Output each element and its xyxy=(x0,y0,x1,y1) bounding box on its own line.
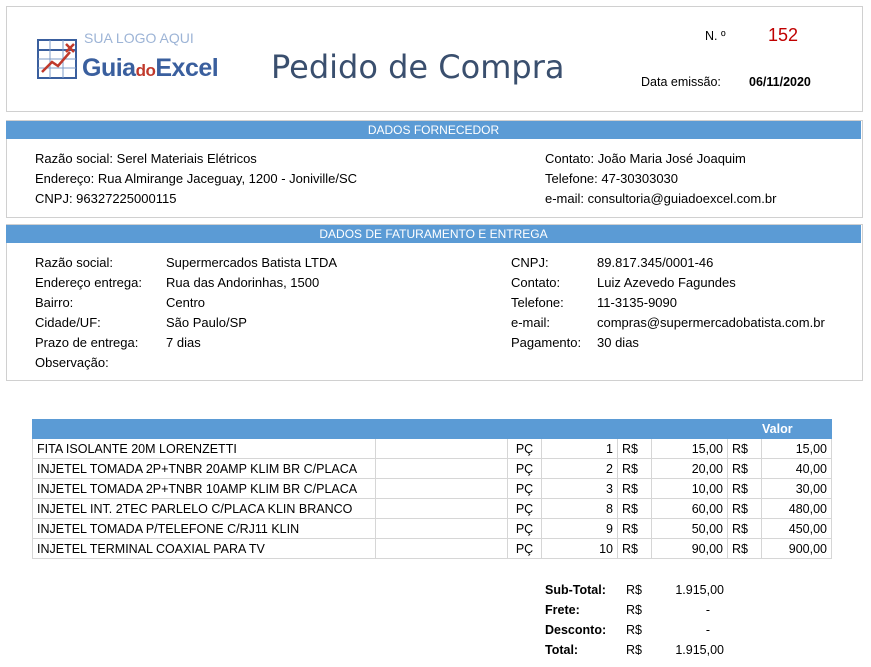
item-price: 60,00 xyxy=(652,499,728,519)
item-qty: 1 xyxy=(542,439,618,459)
logo-wordmark xyxy=(82,54,218,83)
item-total: 40,00 xyxy=(762,459,832,479)
order-number-value: 152 xyxy=(768,25,799,45)
item-currency: R$ xyxy=(728,439,762,459)
spreadsheet-logo-icon xyxy=(36,38,80,82)
billing-label: Observação: xyxy=(35,355,109,370)
page-title: Pedido de Compra xyxy=(271,48,565,86)
item-qty: 2 xyxy=(542,459,618,479)
supplier-band: DADOS FORNECEDOR xyxy=(6,121,861,139)
item-desc: INJETEL TOMADA P/TELEFONE C/RJ11 KLIN xyxy=(33,519,376,539)
billing-label: e-mail: xyxy=(511,315,551,330)
item-qty: 10 xyxy=(542,539,618,559)
items-table xyxy=(32,419,832,559)
table-row xyxy=(33,539,832,559)
item-qty: 3 xyxy=(542,479,618,499)
item-currency: R$ xyxy=(618,439,652,459)
table-row xyxy=(33,479,832,499)
item-total: 450,00 xyxy=(762,519,832,539)
billing-value: Rua das Andorinhas, 1500 xyxy=(166,275,320,290)
item-total: 480,00 xyxy=(762,499,832,519)
billing-label: Cidade/UF: xyxy=(35,315,101,330)
item-desc: FITA ISOLANTE 20M LORENZETTI xyxy=(33,439,376,459)
billing-box xyxy=(6,224,863,381)
billing-label: Telefone: xyxy=(511,295,564,310)
table-row xyxy=(33,499,832,519)
billing-label: Pagamento: xyxy=(511,335,582,350)
table-row xyxy=(33,439,832,459)
frete-value: - xyxy=(705,603,710,617)
billing-label: Prazo de entrega: xyxy=(35,335,139,350)
supplier-contato: Contato: João Maria José Joaquim xyxy=(545,151,746,166)
billing-value: 30 dias xyxy=(597,335,639,350)
item-unit: PÇ xyxy=(508,539,542,559)
issue-date-label: Data emissão: xyxy=(641,75,721,89)
item-qty: 9 xyxy=(542,519,618,539)
item-total: 900,00 xyxy=(762,539,832,559)
item-currency: R$ xyxy=(618,479,652,499)
item-currency: R$ xyxy=(728,539,762,559)
logo-word-excel: Excel xyxy=(155,54,219,82)
total-label: Total: xyxy=(545,643,579,657)
supplier-cnpj: CNPJ: 96327225000115 xyxy=(35,191,177,206)
valor-header: Valor xyxy=(762,420,832,439)
subtotal-value: 1.915,00 xyxy=(675,583,724,597)
item-price: 15,00 xyxy=(652,439,728,459)
item-price: 10,00 xyxy=(652,479,728,499)
supplier-telefone: Telefone: 47-30303030 xyxy=(545,171,679,186)
item-unit: PÇ xyxy=(508,519,542,539)
supplier-razao: Razão social: Serel Materiais Elétricos xyxy=(35,151,257,166)
desconto-currency: R$ xyxy=(626,623,642,637)
billing-label: Razão social: xyxy=(35,255,114,270)
item-currency: R$ xyxy=(728,519,762,539)
billing-label: CNPJ: xyxy=(511,255,549,270)
item-qty: 8 xyxy=(542,499,618,519)
desconto-value: - xyxy=(705,623,710,637)
item-price: 20,00 xyxy=(652,459,728,479)
table-row xyxy=(33,519,832,539)
billing-value: Supermercados Batista LTDA xyxy=(166,255,337,270)
billing-value: Centro xyxy=(166,295,206,310)
billing-value: São Paulo/SP xyxy=(166,315,247,330)
billing-band: DADOS DE FATURAMENTO E ENTREGA xyxy=(6,225,861,243)
supplier-endereco: Endereço: Rua Almirange Jaceguay, 1200 - Joniville/SC xyxy=(35,171,358,186)
item-currency: R$ xyxy=(728,479,762,499)
subtotal-label: Sub-Total: xyxy=(545,583,606,597)
billing-label: Endereço entrega: xyxy=(35,275,142,290)
items-header-row xyxy=(33,420,832,439)
total-value: 1.915,00 xyxy=(675,643,724,657)
item-currency: R$ xyxy=(618,459,652,479)
item-currency: R$ xyxy=(728,459,762,479)
subtotal-currency: R$ xyxy=(626,583,642,597)
billing-value: compras@supermercadobatista.com.br xyxy=(597,315,825,330)
item-price: 90,00 xyxy=(652,539,728,559)
frete-label: Frete: xyxy=(545,603,580,617)
item-desc: INJETEL TOMADA 2P+TNBR 20AMP KLIM BR C/PLACA xyxy=(33,459,376,479)
item-price: 50,00 xyxy=(652,519,728,539)
billing-value: 89.817.345/0001-46 xyxy=(597,255,714,270)
item-currency: R$ xyxy=(618,519,652,539)
billing-label: Bairro: xyxy=(35,295,74,310)
item-currency: R$ xyxy=(618,539,652,559)
item-currency: R$ xyxy=(618,499,652,519)
item-unit: PÇ xyxy=(508,479,542,499)
item-desc: INJETEL TOMADA 2P+TNBR 10AMP KLIM BR C/PLACA xyxy=(33,479,376,499)
item-unit: PÇ xyxy=(508,459,542,479)
item-desc: INJETEL INT. 2TEC PARLELO C/PLACA KLIN BRANCO xyxy=(33,499,376,519)
table-row xyxy=(33,459,832,479)
logo-word-guia: Guia xyxy=(82,54,136,82)
item-total: 30,00 xyxy=(762,479,832,499)
billing-value: 11-3135-9090 xyxy=(597,295,677,310)
item-unit: PÇ xyxy=(508,499,542,519)
total-currency: R$ xyxy=(626,643,642,657)
logo-tagline: SUA LOGO AQUI xyxy=(84,30,194,46)
billing-value: Luiz Azevedo Fagundes xyxy=(597,275,736,290)
frete-currency: R$ xyxy=(626,603,642,617)
desconto-label: Desconto: xyxy=(545,623,607,637)
issue-date-value: 06/11/2020 xyxy=(749,75,811,89)
logo-word-do: do xyxy=(135,61,156,80)
item-total: 15,00 xyxy=(762,439,832,459)
billing-value: 7 dias xyxy=(166,335,201,350)
item-currency: R$ xyxy=(728,499,762,519)
billing-label: Contato: xyxy=(511,275,561,290)
supplier-email: e-mail: consultoria@guiadoexcel.com.br xyxy=(545,191,777,206)
order-number-label: N. º xyxy=(705,29,726,43)
item-unit: PÇ xyxy=(508,439,542,459)
item-desc: INJETEL TERMINAL COAXIAL PARA TV xyxy=(33,539,376,559)
